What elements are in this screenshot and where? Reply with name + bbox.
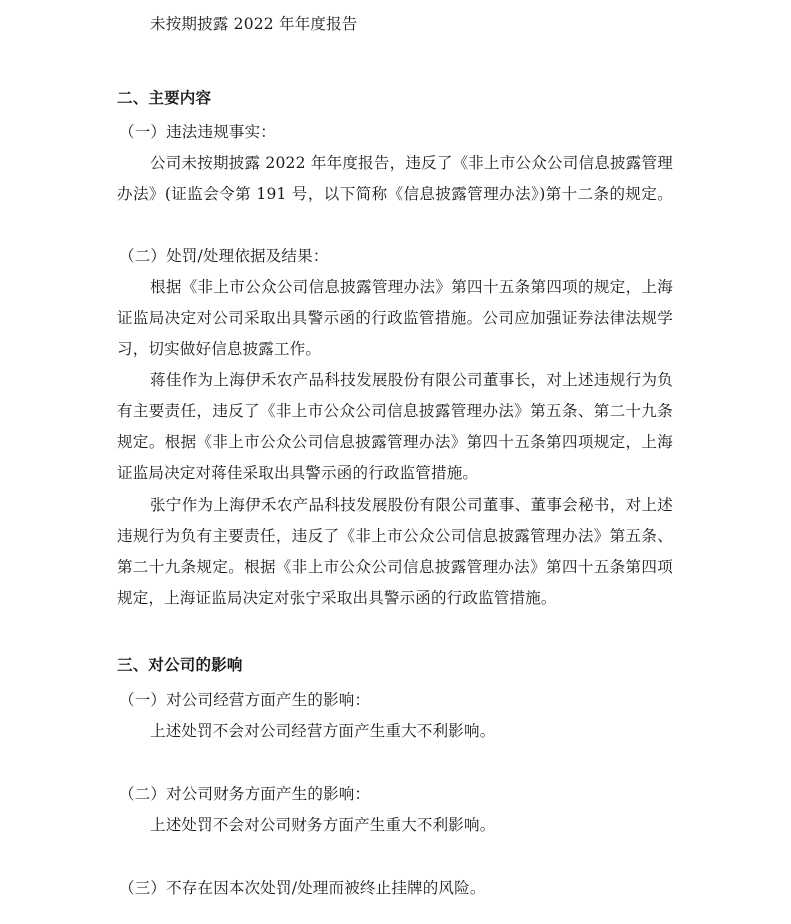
paragraph-line: 根据《非上市公众公司信息披露管理办法》第四十五条第四项的规定，上海 [150,278,673,296]
subsection-title-violation-facts: （一）违法违规事实： [119,123,277,141]
paragraph-line: 上述处罚不会对公司财务方面产生重大不利影响。 [150,816,496,834]
paragraph-line: 规定。根据《非上市公众公司信息披露管理办法》第四十五条第四项规定，上海 [117,433,673,451]
subsection-title-operations-impact: （一）对公司经营方面产生的影响： [119,691,371,709]
paragraph-line: 蒋佳作为上海伊禾农产品科技发展股份有限公司董事长，对上述违规行为负 [150,371,673,389]
paragraph-line: 公司未按期披露 2022 年年度报告，违反了《非上市公众公司信息披露管理 [150,154,673,172]
section-heading-main-content: 二、主要内容 [117,89,212,107]
paragraph-line: 有主要责任，违反了《非上市公众公司信息披露管理办法》第五条、第二十九条 [117,402,673,420]
paragraph-line: 办法》(证监会令第 191 号，以下简称《信息披露管理办法》)第十二条的规定。 [117,185,673,203]
paragraph-line: 证监局决定对蒋佳采取出具警示函的行政监管措施。 [117,464,479,482]
paragraph-line: 规定，上海证监局决定对张宁采取出具警示函的行政监管措施。 [117,589,557,607]
paragraph-line: 违规行为负有主要责任，违反了《非上市公众公司信息披露管理办法》第五条、 [117,527,673,545]
section-heading-company-impact: 三、对公司的影响 [117,656,243,674]
intro-line: 未按期披露 2022 年年度报告 [150,15,358,33]
paragraph-line: 张宁作为上海伊禾农产品科技发展股份有限公司董事、董事会秘书，对上述 [150,496,673,514]
paragraph-line: 习，切实做好信息披露工作。 [117,340,322,358]
paragraph-line: 证监局决定对公司采取出具警示函的行政监管措施。公司应加强证券法律法规学 [117,309,673,327]
subsection-title-delisting-risk: （三）不存在因本次处罚/处理而被终止挂牌的风险。 [119,879,486,897]
subsection-title-penalty-basis: （二）处罚/处理依据及结果： [119,247,329,265]
paragraph-line: 第二十九条规定。根据《非上市公众公司信息披露管理办法》第四十五条第四项 [117,558,673,576]
paragraph-line: 上述处罚不会对公司经营方面产生重大不利影响。 [150,722,496,740]
subsection-title-financial-impact: （二）对公司财务方面产生的影响： [119,785,371,803]
